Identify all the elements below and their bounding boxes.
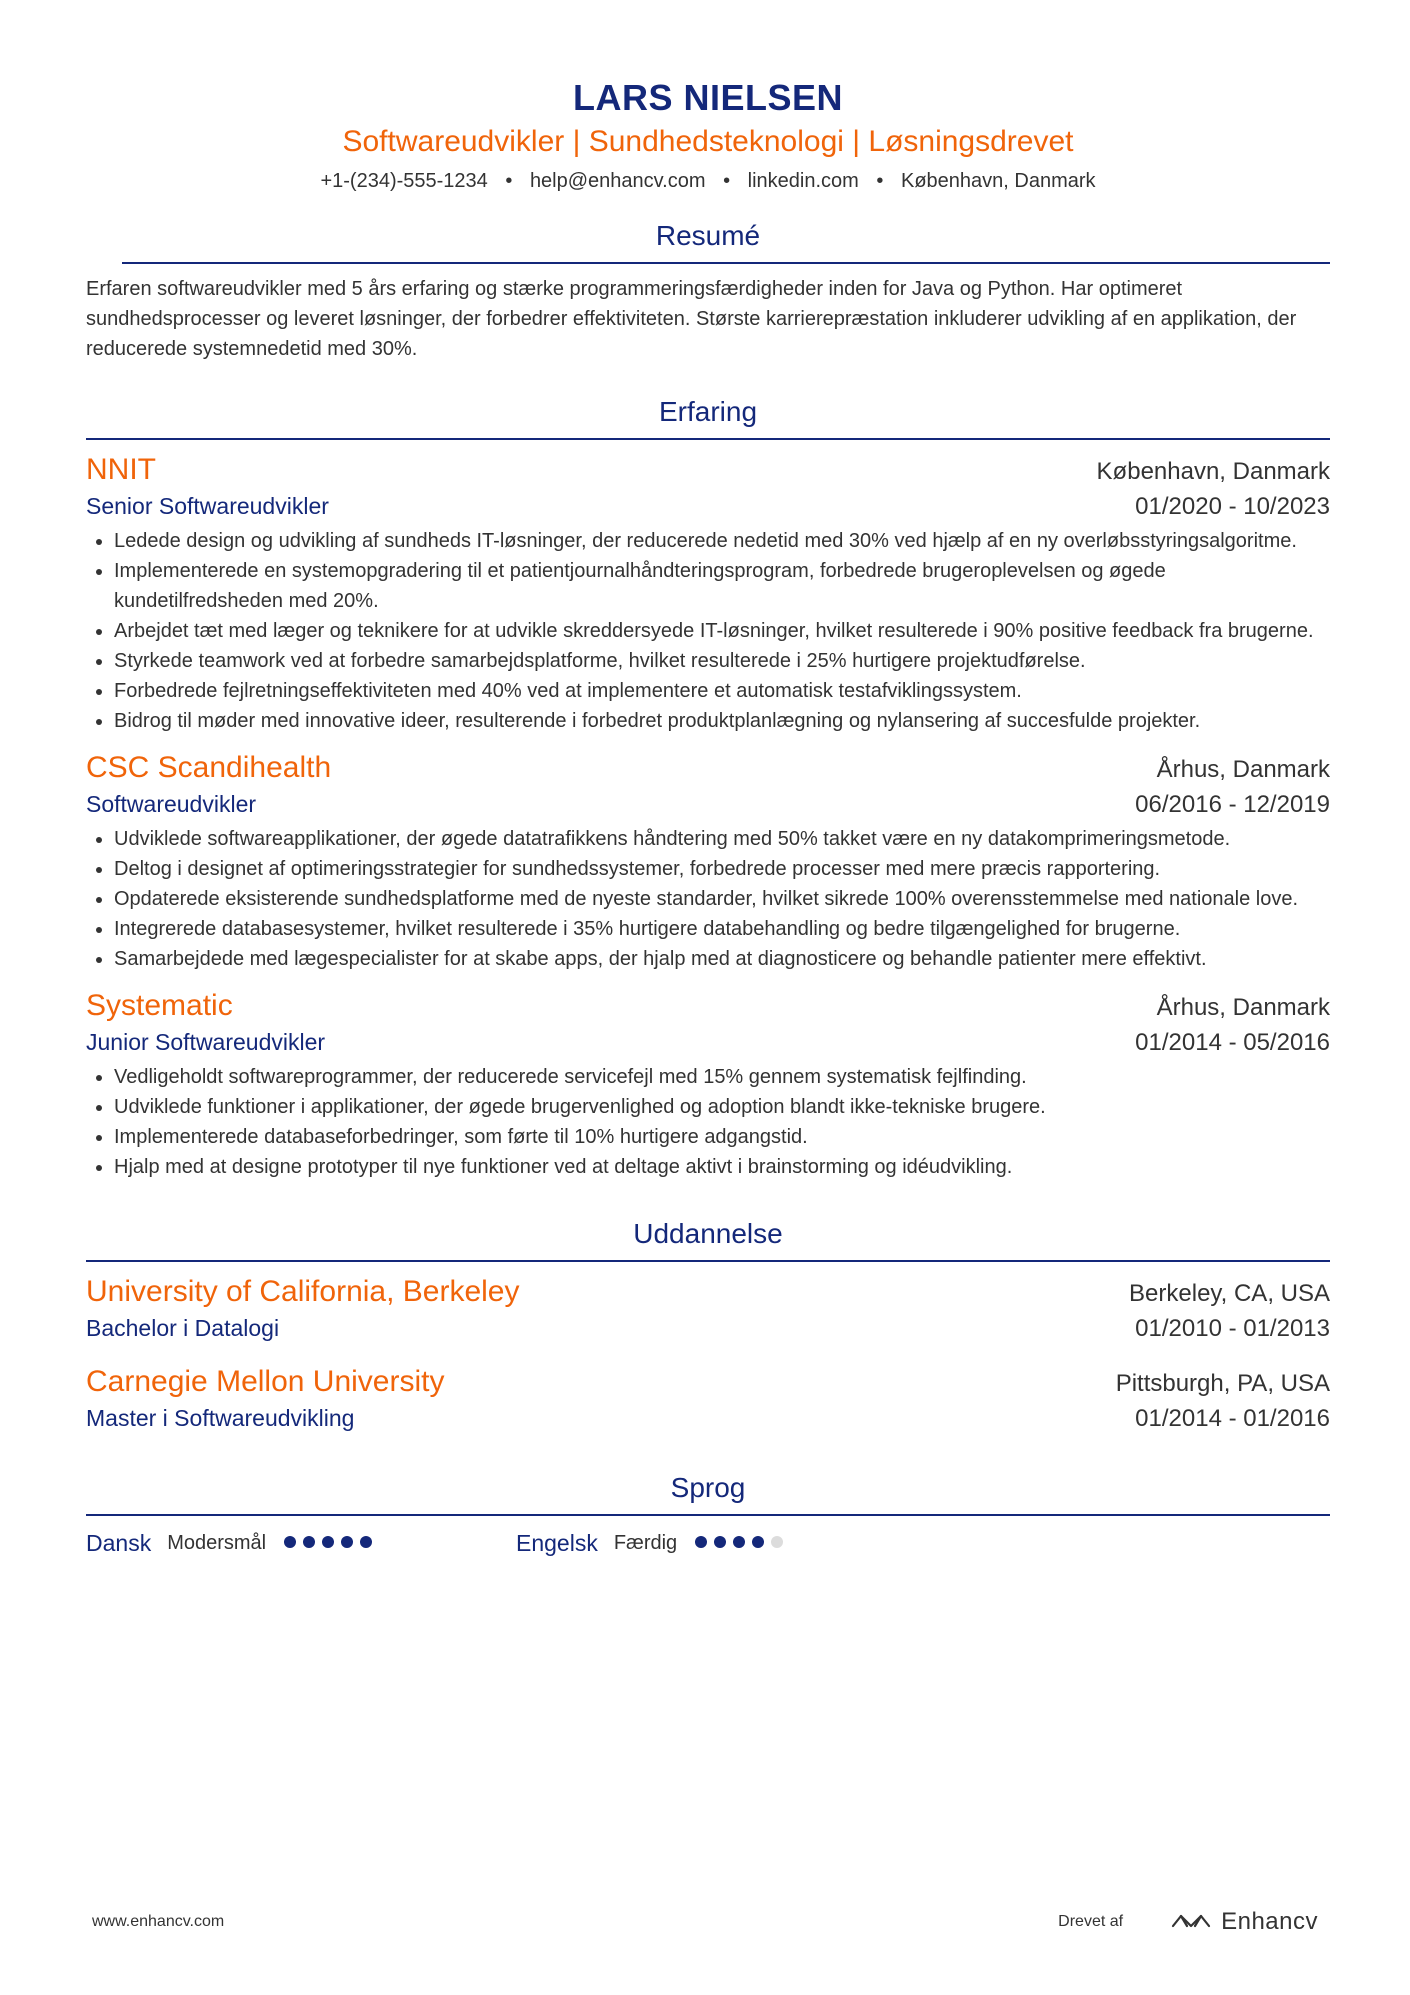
job-bullet: • Styrkede teamwork ved at forbedre samarbejdsplatforme, hvilket resulterede i 25% hurtigere projektudførelse. — [114, 646, 1330, 676]
education-dates: 01/2014 - 01/2016 — [1135, 1405, 1330, 1432]
job-company: NNIT — [86, 453, 156, 486]
languages-list — [86, 1530, 1330, 1557]
job-bullet: • Udviklede funktioner i applikationer, der øgede brugervenlighed og adoption blandt ikke-tekniske brugere. — [114, 1092, 1330, 1122]
job-bullets — [86, 824, 1330, 974]
education-degree: Bachelor i Datalogi — [86, 1315, 280, 1341]
education-degree: Master i Softwareudvikling — [86, 1405, 355, 1431]
rating-dot — [303, 1536, 315, 1548]
section-title-languages: Sprog — [670, 1472, 746, 1503]
job-role: Junior Softwareudvikler — [86, 1029, 326, 1055]
footer-powered-by: Drevet af — [1058, 1913, 1124, 1930]
language-rating — [695, 1535, 790, 1553]
section-divider — [86, 438, 1330, 440]
contact-separator: • — [723, 170, 731, 192]
education-section — [86, 1216, 1330, 1434]
rating-dot — [695, 1536, 707, 1548]
languages-section — [86, 1470, 1330, 1557]
rating-dot — [360, 1536, 372, 1548]
enhancv-logo-icon — [1169, 1911, 1213, 1933]
language-item — [516, 1530, 946, 1557]
resume-page — [86, 0, 1330, 1557]
language-level: Modersmål — [167, 1532, 267, 1554]
rating-dot — [752, 1536, 764, 1548]
job-location: Århus, Danmark — [1156, 994, 1330, 1021]
job-company: Systematic — [86, 989, 233, 1022]
job-dates: 01/2020 - 10/2023 — [1135, 493, 1330, 520]
page-footer — [92, 1908, 1318, 1936]
job-entry — [86, 748, 1330, 974]
contact-email[interactable]: help@enhancv.com — [529, 170, 706, 192]
job-bullet: • Implementerede databaseforbedringer, som førte til 10% hurtigere adgangstid. — [114, 1122, 1330, 1152]
contact-line — [86, 168, 1330, 194]
experience-section — [86, 394, 1330, 1182]
job-company: CSC Scandihealth — [86, 751, 332, 784]
contact-separator: • — [505, 170, 513, 192]
job-bullet: • Bidrog til møder med innovative ideer, resulterende i forbedret produktplanlægning og nylansering af succesfulde projekter. — [114, 706, 1330, 736]
rating-dot — [341, 1536, 353, 1548]
education-location: Berkeley, CA, USA — [1129, 1280, 1330, 1307]
language-level: Færdig — [613, 1532, 678, 1554]
job-bullet: • Hjalp med at designe prototyper til nye funktioner ved at deltage aktivt i brainstorming og idéudvikling. — [114, 1152, 1330, 1182]
education-dates: 01/2010 - 01/2013 — [1135, 1315, 1330, 1342]
section-title-education: Uddannelse — [633, 1218, 783, 1249]
job-dates: 01/2014 - 05/2016 — [1135, 1029, 1330, 1056]
contact-separator: • — [876, 170, 884, 192]
contact-phone[interactable]: +1-(234)-555-1234 — [320, 170, 488, 192]
job-bullets — [86, 1062, 1330, 1182]
language-rating — [284, 1535, 379, 1553]
summary-section — [86, 218, 1330, 364]
job-bullet: • Implementerede en systemopgradering til et patientjournalhåndteringsprogram, forbedrede brugeroplevelsen og øgede kundetilfredsheden med 20%. — [114, 556, 1330, 616]
job-bullet: • Opdaterede eksisterende sundhedsplatforme med de nyeste standarder, hvilket sikrede 100% overensstemmelse med nationale love. — [114, 884, 1330, 914]
education-entry — [86, 1362, 1330, 1434]
job-location: København, Danmark — [1096, 458, 1330, 485]
job-bullet: • Udviklede softwareapplikationer, der øgede datatrafikkens håndtering med 50% takket være en ny datakomprimeringsmetode. — [114, 824, 1330, 854]
footer-website[interactable]: www.enhancv.com — [92, 1913, 225, 1930]
job-bullets — [86, 526, 1330, 736]
language-item — [86, 1530, 516, 1557]
contact-location: København, Danmark — [900, 170, 1096, 192]
resume-header — [86, 0, 1330, 194]
job-role: Softwareudvikler — [86, 791, 257, 817]
education-school: University of California, Berkeley — [86, 1275, 520, 1308]
candidate-name: LARS NIELSEN — [572, 77, 844, 118]
section-title-summary: Resumé — [655, 220, 761, 251]
section-divider — [122, 262, 1330, 264]
summary-text: Erfaren softwareudvikler med 5 års erfaring og stærke programmeringsfærdigheder inden for Java og Python. Har optimeret sundhedsprocesser og leveret løsninger, der forbedrer effektiviteten. Største karrierepræstation inkluderer udvikling af en applikation, der reducerede systemnedetid med 30%. — [86, 278, 1297, 360]
rating-dot — [284, 1536, 296, 1548]
job-entry — [86, 450, 1330, 736]
education-school: Carnegie Mellon University — [86, 1365, 445, 1398]
language-name: Dansk — [86, 1530, 152, 1556]
education-location: Pittsburgh, PA, USA — [1115, 1370, 1330, 1397]
language-name: Engelsk — [516, 1530, 598, 1556]
section-title-experience: Erfaring — [658, 396, 758, 427]
job-bullet: • Forbedrede fejlretningseffektiviteten med 40% ved at implementere et automatisk testafviklingssystem. — [114, 676, 1330, 706]
section-divider — [86, 1514, 1330, 1516]
job-location: Århus, Danmark — [1156, 756, 1330, 783]
footer-brand — [1058, 1908, 1318, 1936]
job-bullet: • Samarbejdede med lægespecialister for at skabe apps, der hjalp med at diagnosticere og behandle patienter mere effektivt. — [114, 944, 1330, 974]
rating-dot — [322, 1536, 334, 1548]
job-bullet: • Deltog i designet af optimeringsstrategier for sundhedssystemer, forbedrede processer med mere præcis rapportering. — [114, 854, 1330, 884]
footer-brand-name: Enhancv — [1221, 1908, 1318, 1935]
rating-dot — [771, 1536, 783, 1548]
candidate-tagline: Softwareudvikler | Sundhedsteknologi | Løsningsdrevet — [342, 125, 1074, 158]
job-bullet: • Ledede design og udvikling af sundheds IT-løsninger, der reducerede nedetid med 30% ved hjælp af en ny overløbsstyringsalgoritme. — [114, 526, 1330, 556]
contact-linkedin[interactable]: linkedin.com — [747, 170, 859, 192]
job-entry — [86, 986, 1330, 1182]
education-entry — [86, 1272, 1330, 1344]
job-dates: 06/2016 - 12/2019 — [1135, 791, 1330, 818]
rating-dot — [733, 1536, 745, 1548]
job-role: Senior Softwareudvikler — [86, 493, 329, 519]
section-divider — [86, 1260, 1330, 1262]
rating-dot — [714, 1536, 726, 1548]
job-bullet: • Integrerede databasesystemer, hvilket resulterede i 35% hurtigere databehandling og bedre tilgængelighed for brugerne. — [114, 914, 1330, 944]
job-bullet: • Arbejdet tæt med læger og teknikere for at udvikle skreddersyede IT-løsninger, hvilket resulterede i 90% positive feedback fra brugerne. — [114, 616, 1330, 646]
job-bullet: • Vedligeholdt softwareprogrammer, der reducerede servicefejl med 15% gennem systematisk fejlfinding. — [114, 1062, 1330, 1092]
